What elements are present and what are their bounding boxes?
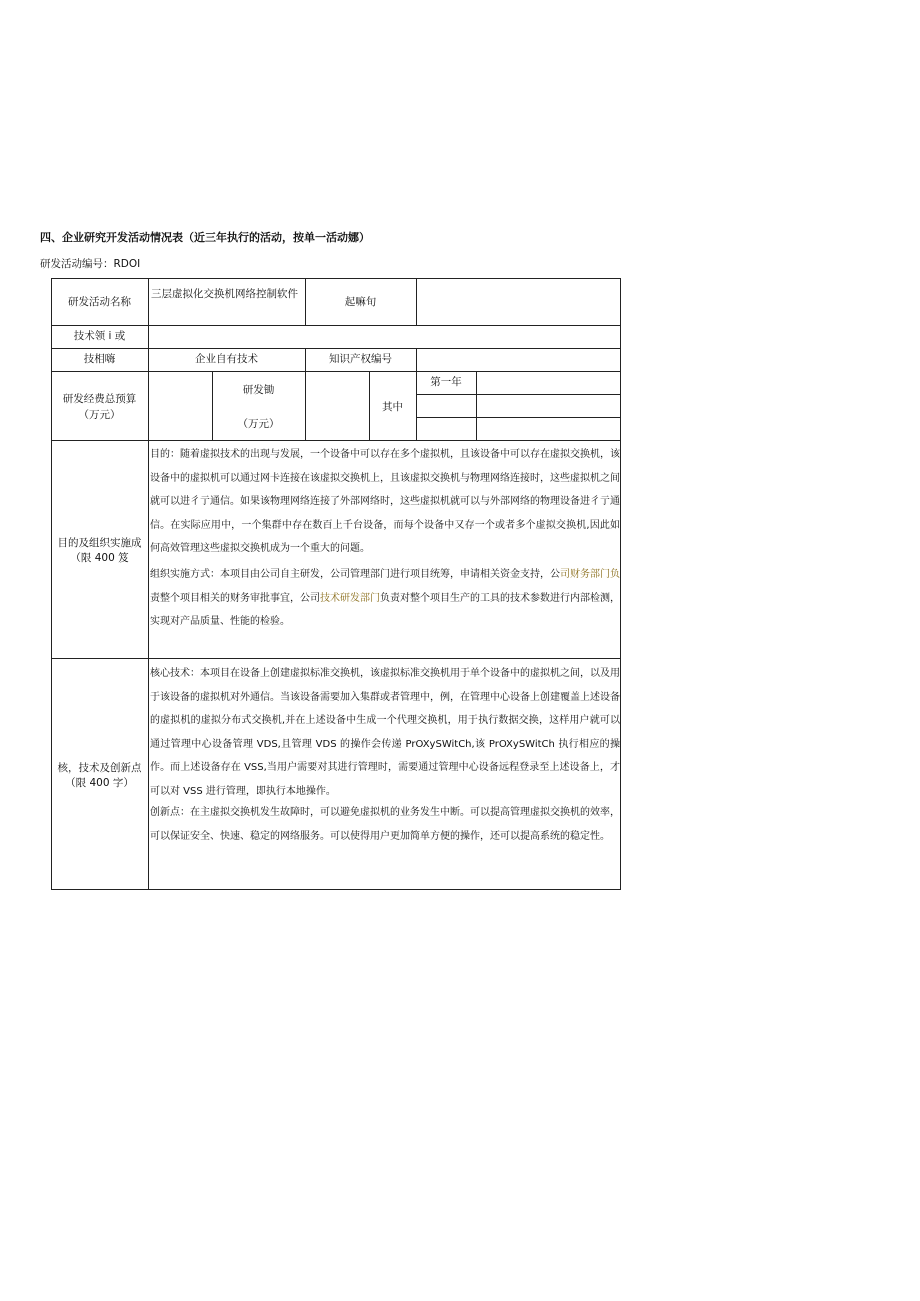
tech-source-label: 技相嗨 — [83, 353, 116, 365]
core-tech-label: 核，技术及创新点 — [57, 762, 142, 774]
rd-expense-label: 研发锄 — [242, 384, 275, 396]
activity-name-value: 三层虚拟化交换机网络控制软件 — [151, 288, 298, 300]
innovation-paragraph: 创新点：在主虚拟交换机发生故障时，可以避免虚拟机的业务发生中断。可以提高管理虚拟交换机的效率，可以保证安全、快速、稳定的网络服务。可以使得用户更加简单方便的操作，还可以提高系统的稳定性。 — [150, 807, 620, 842]
purpose-paragraph: 目的：随着虚拟技术的出现与发展，一个设备中可以存在多个虚拟机，且该设备中可以存在虚拟交换机，该设备中的虚拟机可以通过网卡连接在该虚拟交换机上，且该虚拟交换机与物理网络连接时，这些虚拟机之间就可以进彳亍通信。如果该物理网络连接了外部网络时，这些虚拟机就可以与外部网络的物理设备进彳亍通信。在实际应用中，一个集群中存在数百上千台设备，而每个设备中又存一个或者多个虚拟交换机,因此如何高效管理这些虚拟交换机成为一个重大的问题。 — [150, 449, 620, 554]
implementation-text-a: 组织实施方式：本项目由公司自主研发，公司管理部门进行项目统筹，申请相关资金支持，公 — [150, 569, 560, 580]
implementation-text-c: 负责对整个项目生产的工具的技术参数进行内部检测，实现对产品质量、性能的检验。 — [150, 592, 620, 627]
purpose-limit: （限 400 笈 — [70, 552, 129, 564]
purpose-label: 目的及组织实施成 — [57, 537, 142, 549]
implementation-text-b: 责整个项目相关的财务审批事宜，公司 — [150, 592, 320, 604]
tech-source-value: 企业自有技术 — [195, 353, 258, 365]
finance-dept-highlight: 司财务部门负 — [560, 569, 620, 580]
rd-expense-unit: （万元） — [237, 418, 280, 430]
activity-name-label: 研发活动名称 — [68, 296, 131, 308]
core-tech-paragraph: 核心技术：本项目在设备上创建虚拟标准交换机，该虚拟标准交换机用于单个设备中的虚拟机之间，以及用于该设备的虚拟机对外通信。当该设备需要加入集群或者管理中，例，在管理中心设备上创建覆盖上述设备的虚拟机的虚拟分布式交换机,并在上述设备中生成一个代理交换机，用于执行数据交换，这样用户就可以通过管理中心设备管理 VDS,且管理 VDS 的操作会传递 PrOXySWitCh,该 PrOXySWitCh 执行相应的操作。而上述设备存在 VSS,当用户需要对其进行管理时，需要通过管理中心设备远程登录至上述设备上，才可以对 VSS 进行管理，即执行本地操作。 — [150, 668, 620, 797]
rd-dept-highlight: 技术研发部门 — [320, 592, 380, 604]
start-date-label: 起嘛旬 — [344, 296, 377, 308]
budget-unit: （万元） — [78, 409, 121, 421]
year-one-label: 第一年 — [430, 376, 462, 388]
section-title: 四、企业研究开发活动情况表（近三年执行的活动，按单一活动娜） — [40, 231, 370, 244]
implementation-paragraph — [150, 563, 620, 635]
among-label: 其中 — [382, 401, 403, 413]
budget-label: 研发经费总预算 — [62, 393, 137, 405]
activity-code: 研发活动编号：RDOI — [40, 258, 141, 270]
tech-field-label: 技术领 i 或 — [73, 330, 126, 342]
core-tech-limit: （限 400 字） — [65, 777, 134, 789]
ip-number-label: 知识产权编号 — [329, 353, 392, 365]
